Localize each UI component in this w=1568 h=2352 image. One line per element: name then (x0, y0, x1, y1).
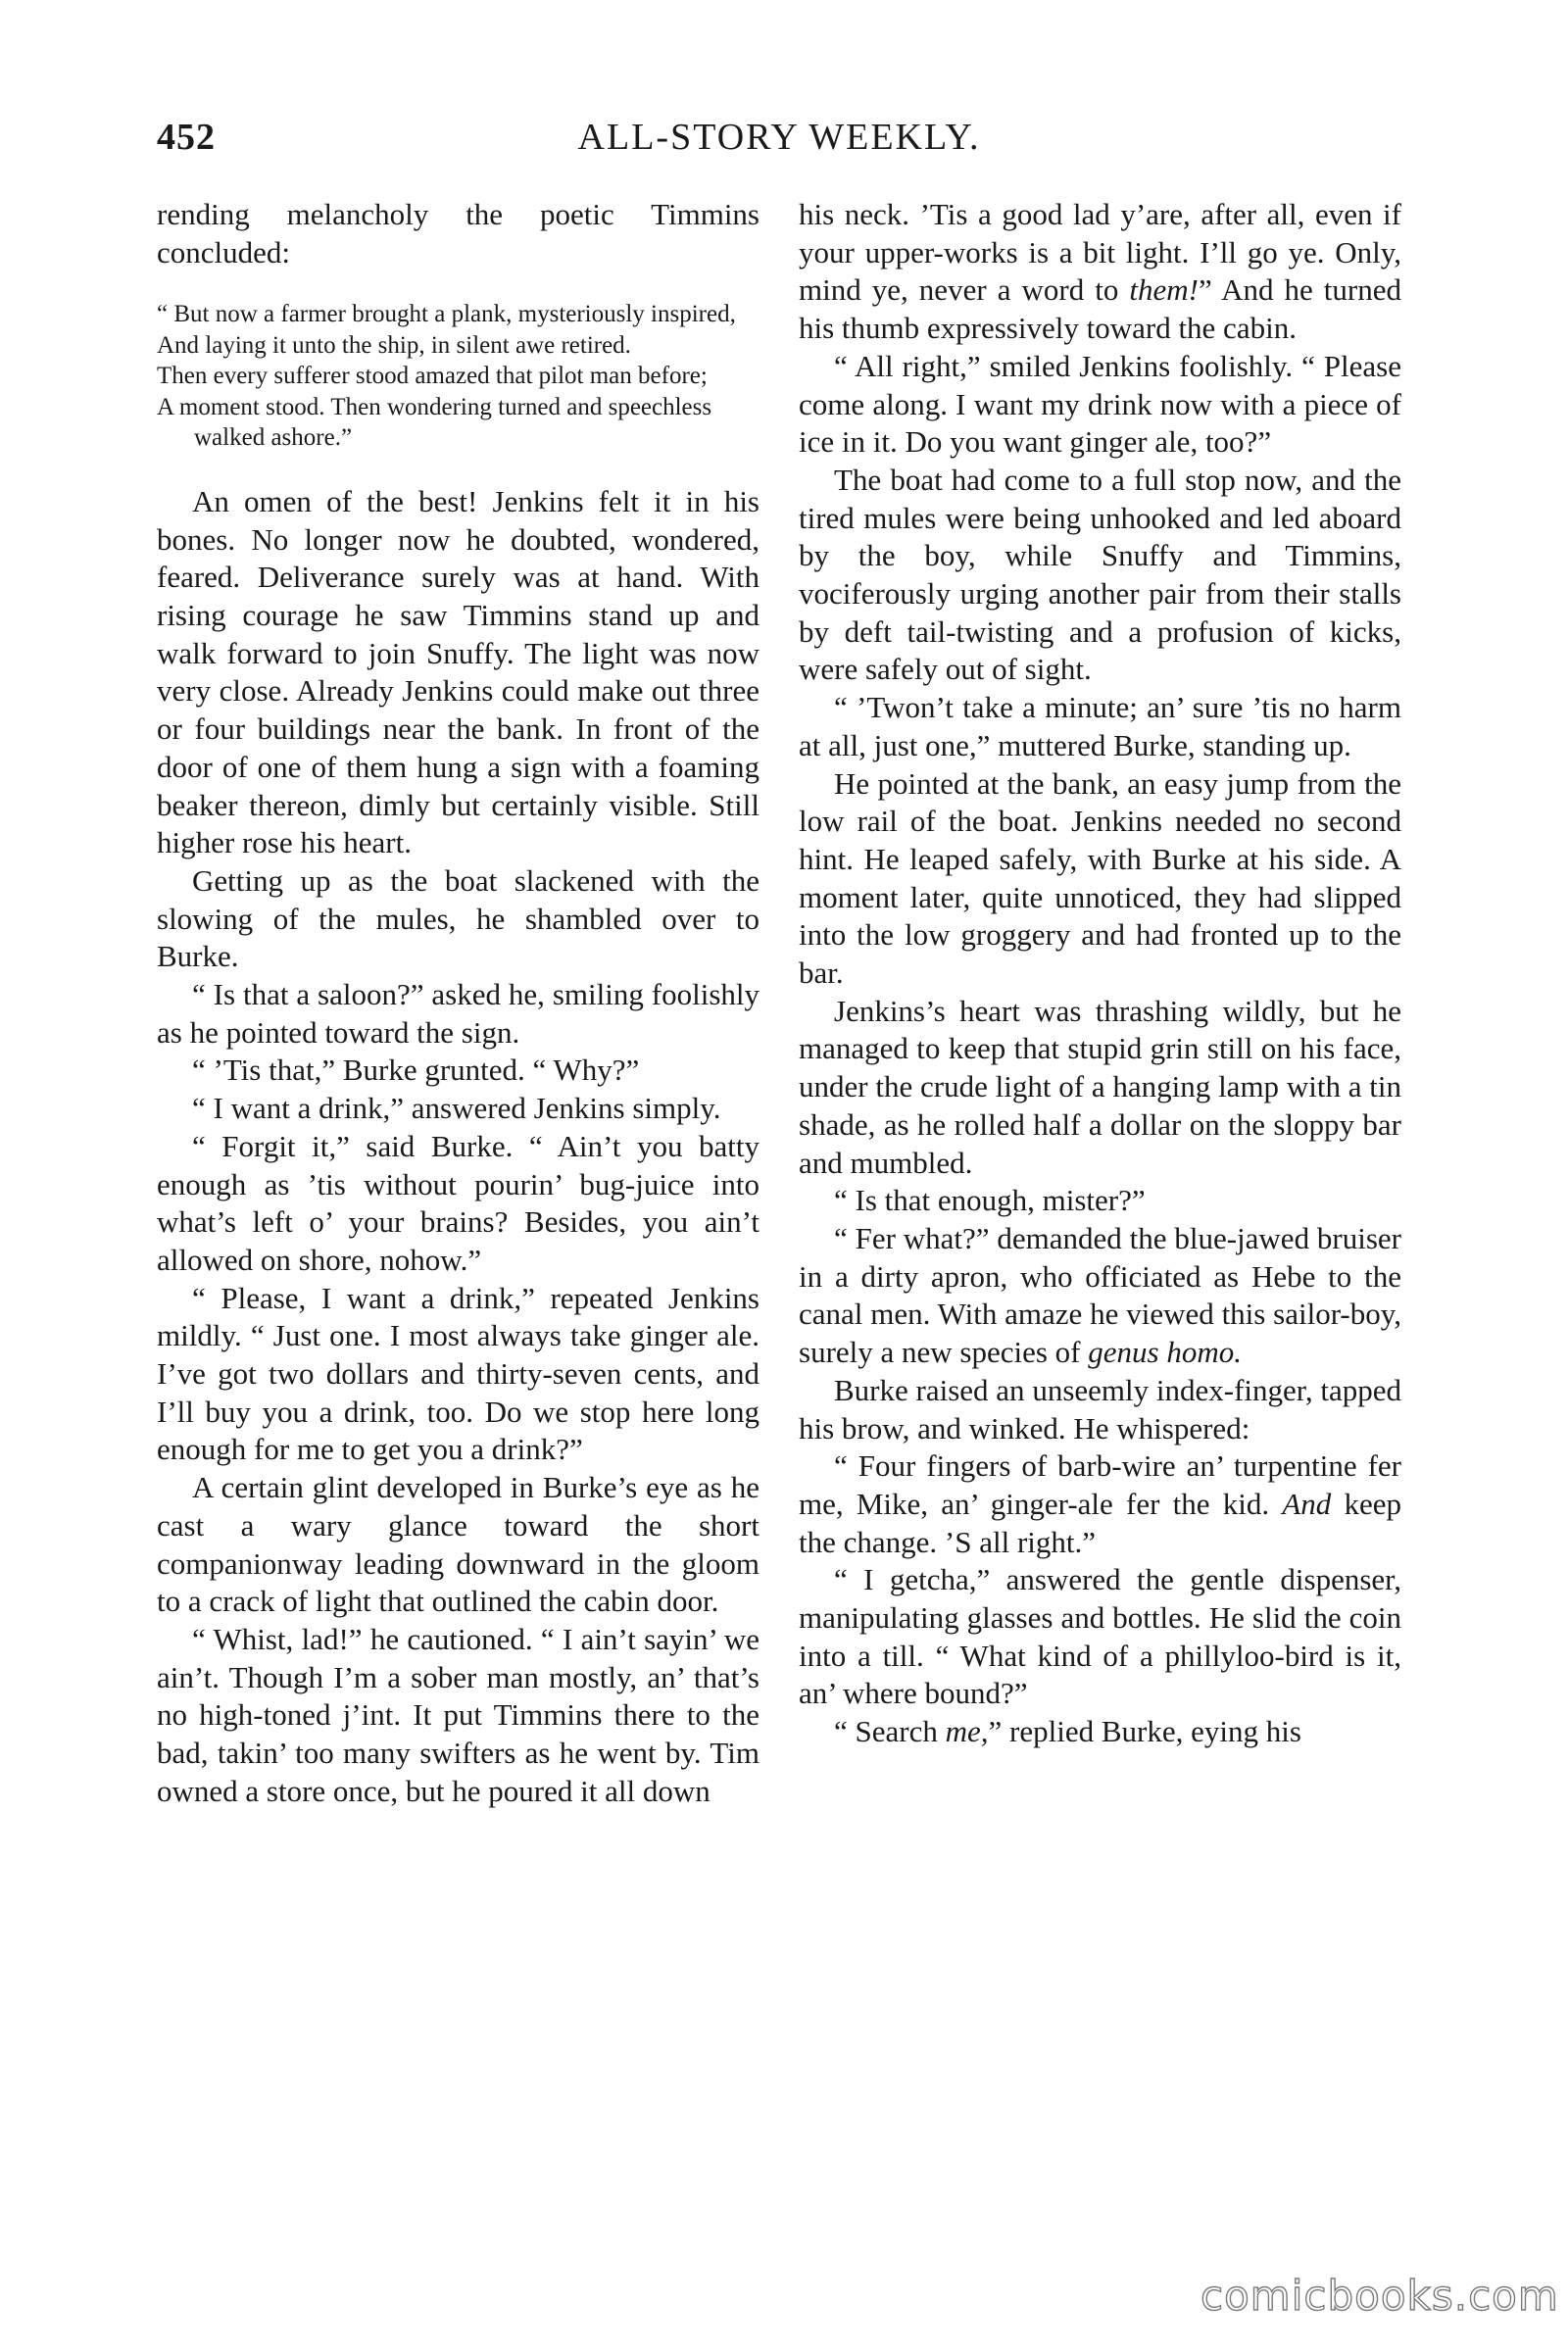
italic-text: genus homo. (1088, 1335, 1242, 1370)
body-paragraph: Burke raised an unseemly index-finger, tapped his brow, and winked. He whispered: (799, 1372, 1401, 1446)
poem-line: Then every sufferer stood amazed that pilot man before; (157, 363, 708, 390)
text-run: ” replied Burke, eying his (988, 1714, 1301, 1749)
body-paragraph: Getting up as the boat slackened with the slowing of the mules, he shambled over to Burke. (157, 862, 760, 974)
left-column (157, 196, 760, 1811)
page-number: 452 (157, 117, 216, 158)
body-paragraph: “ Is that enough, mister?” (834, 1183, 1146, 1218)
body-paragraph (799, 1220, 1401, 1372)
body-paragraph: A certain glint developed in Burke’s eye as he cast a wary glance toward the short companionway leading downward in the gloom to a crack of light that outlined the cabin door. (157, 1470, 760, 1619)
body-paragraph: “ All right,” smiled Jenkins foolishly. “ Please come along. I want my drink now with a piece of ice in it. Do you want ginger ale, too?” (799, 348, 1401, 460)
body-paragraph: Jenkins’s heart was thrashing wildly, but he managed to keep that stupid grin still on his face, under the crude light of a hanging lamp with a tin shade, as he rolled half a dollar on the sloppy bar and mumbled. (799, 993, 1401, 1180)
running-head: ALL-STORY WEEKLY. (577, 117, 981, 158)
body-paragraph (799, 1713, 1401, 1751)
text-run: keep the change. ’S all right.” (799, 1486, 1401, 1559)
body-paragraph (799, 196, 1401, 348)
italic-text: me, (945, 1714, 989, 1749)
body-paragraph: “ ’Twon’t take a minute; an’ sure ’tis no harm at all, just one,” muttered Burke, standing up. (799, 690, 1401, 762)
intro-paragraph: rending melancholy the poetic Timmins concluded: (157, 197, 760, 270)
body-paragraph: “ Forgit it,” said Burke. “ Ain’t you batty enough as ’tis without pourin’ bug-juice into what’s left o’ your brains? Besides, you ain’t allowed on shore, nohow.” (157, 1128, 760, 1277)
poem-line: “ But now a farmer brought a plank, mysteriously inspired, (157, 301, 736, 328)
text-run: his neck. ’Tis a good lad y’are, after all, even if your upper-works is a bit light. I’ll go ye. Only, mind ye, never a word to (799, 197, 1401, 308)
body-paragraph (799, 1447, 1401, 1561)
text-run: “ Search (834, 1714, 946, 1749)
body-paragraph: “ ’Tis that,” Burke grunted. “ Why?” (192, 1053, 640, 1088)
body-paragraph: “ I getcha,” answered the gentle dispenser, manipulating glasses and bottles. He slid the coin into a till. “ What kind of a phillyloo-bird is it, an’ where bound?” (799, 1562, 1401, 1711)
italic-text: them! (1129, 272, 1199, 308)
watermark: comicbooks.com (1200, 2272, 1559, 2320)
body-paragraph: An omen of the best! Jenkins felt it in his bones. No longer now he doubted, wondered, feared. Deliverance surely was at hand. With rising courage he saw Timmins stand up and walk forward to join Snuffy. The light was now very close. Already Jenkins could make out three or four buildings near the bank. In front of the door of one of them hung a sign with a foaming beaker thereon, dimly but certainly visible. Still higher rose his heart. (157, 483, 760, 860)
right-column (799, 196, 1401, 1751)
body-paragraph: The boat had come to a full stop now, and the tired mules were being unhooked and led aboard by the boy, while Snuffy and Timmins, vociferously urging another pair from their stalls by deft tail-twisting and a profusion of kicks, were safely out of sight. (799, 462, 1401, 687)
italic-text: And (1282, 1486, 1332, 1521)
text-run: ” And he turned his thumb expressively toward the cabin. (799, 272, 1401, 346)
poem-line: A moment stood. Then wondering turned and speechless walked ashore.” (157, 393, 712, 452)
body-paragraph: “ I want a drink,” answered Jenkins simply. (192, 1091, 721, 1126)
poem-line: And laying it unto the ship, in silent awe retired. (157, 331, 631, 359)
body-paragraph: “ Please, I want a drink,” repeated Jenkins mildly. “ Just one. I most always take ginger ale. I’ve got two dollars and thirty-seven cents, and I’ll buy you a drink, too. Do we stop here long enough for me to get you a drink?” (157, 1280, 760, 1467)
body-paragraph: “ Whist, lad!” he cautioned. “ I ain’t sayin’ we ain’t. Though I’m a sober man mostly, an’ that’s no high-toned j’int. It put Timmins there to the bad, takin’ too many swifters as he went by. Tim owned a store once, but he poured it all down (157, 1622, 760, 1808)
text-run: “ Fer what?” demanded the blue-jawed bruiser in a dirty apron, who officiated as Hebe to the canal men. With amaze he viewed this sailor-boy, surely a new species of (799, 1220, 1401, 1370)
body-paragraph: “ Is that a saloon?” asked he, smiling foolishly as he pointed toward the sign. (157, 977, 760, 1050)
text-run: “ Four fingers of barb-wire an’ turpentine fer me, Mike, an’ ginger-ale fer the kid. (799, 1448, 1401, 1521)
poem-quote (157, 299, 760, 454)
body-paragraph: He pointed at the bank, an easy jump from the low rail of the boat. Jenkins needed no second hint. He leaped safely, with Burke at his side. A moment later, quite unnoticed, they had slipped into the low groggery and had fronted up to the bar. (799, 765, 1401, 991)
page-header (157, 116, 1401, 174)
